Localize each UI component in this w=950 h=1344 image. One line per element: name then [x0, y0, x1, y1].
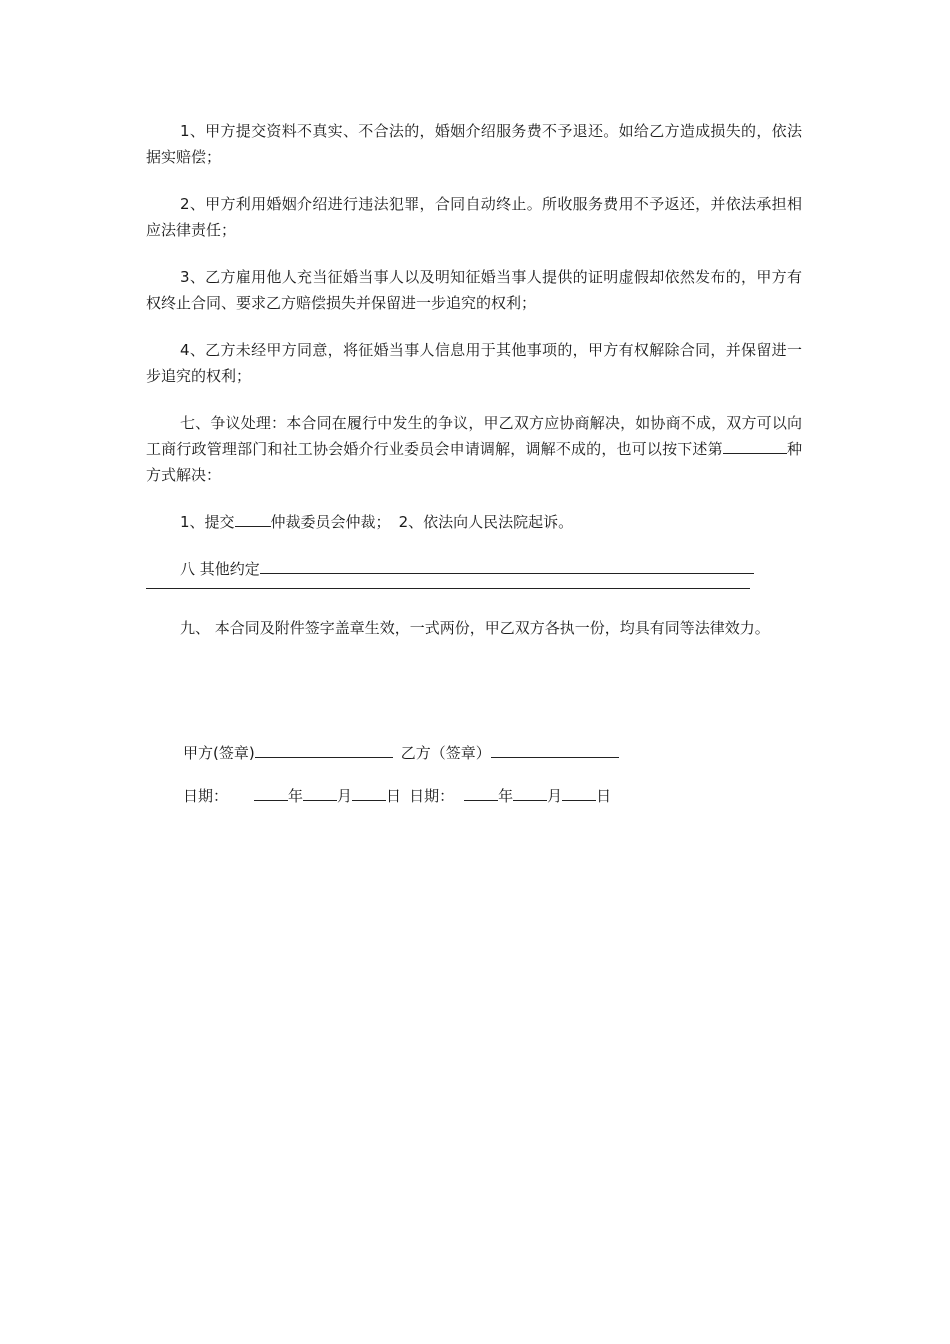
party-a-signature-label: 甲方(签章)	[183, 744, 255, 762]
signature-row	[183, 740, 619, 766]
party-b-date-label: 日期：	[409, 787, 455, 805]
clause-number: 4、	[180, 341, 206, 359]
party-a-year-blank[interactable]	[254, 784, 288, 801]
section-7-tail: 种方式解决：	[146, 440, 802, 484]
party-b-signature-blank[interactable]	[491, 741, 619, 758]
date-row	[183, 783, 619, 809]
other-terms-blank-2[interactable]	[146, 588, 750, 589]
section-8-other-terms	[146, 556, 802, 582]
signature-block	[183, 740, 619, 826]
year-label: 年	[498, 787, 514, 805]
section-7-text: 七、争议处理：本合同在履行中发生的争议，甲乙双方应协商解决，如协商不成，双方可以向工商行政管理部门和社工协会婚介行业委员会申请调解，调解不成的，也可以按下述第	[146, 414, 802, 458]
clause-text: 乙方雇用他人充当征婚当事人以及明知征婚当事人提供的证明虚假却依然发布的，甲方有权终止合同、要求乙方赔偿损失并保留进一步追究的权利；	[146, 268, 802, 312]
clause-3	[146, 264, 802, 316]
clause-text: 甲方提交资料不真实、不合法的，婚姻介绍服务费不予退还。如给乙方造成损失的，依法据实赔偿；	[146, 122, 802, 166]
party-b-day-blank[interactable]	[562, 784, 596, 801]
clause-4	[146, 337, 802, 389]
section-9-effect	[146, 615, 802, 641]
party-a-day-blank[interactable]	[352, 784, 386, 801]
clause-1	[146, 118, 802, 170]
clause-2	[146, 191, 802, 243]
party-b-month-blank[interactable]	[513, 784, 547, 801]
document-body	[146, 118, 802, 662]
arbitration-committee-blank[interactable]	[235, 510, 271, 527]
party-a-signature-blank[interactable]	[255, 741, 393, 758]
option-1-prefix: 1、提交	[180, 513, 235, 531]
clause-number: 3、	[180, 268, 206, 286]
option-2: 2、依法向人民法院起诉。	[398, 513, 574, 531]
other-terms-blank-1[interactable]	[260, 557, 754, 574]
year-label: 年	[288, 787, 304, 805]
month-label: 月	[547, 787, 563, 805]
day-label: 日	[386, 787, 402, 805]
section-7-dispute	[146, 410, 802, 488]
clause-number: 1、	[180, 122, 206, 140]
month-label: 月	[337, 787, 353, 805]
dispute-method-blank[interactable]	[723, 437, 787, 454]
clause-text: 甲方利用婚姻介绍进行违法犯罪，合同自动终止。所收服务费用不予返还，并依法承担相应法律责任；	[146, 195, 802, 239]
day-label: 日	[596, 787, 612, 805]
party-a-month-blank[interactable]	[303, 784, 337, 801]
clause-number: 2、	[180, 195, 206, 213]
section-8-label: 八 其他约定	[180, 560, 260, 578]
section-9-text: 九、 本合同及附件签字盖章生效，一式两份，甲乙双方各执一份，均具有同等法律效力。	[180, 619, 770, 637]
section-7-options	[146, 509, 802, 535]
party-a-date-label: 日期：	[183, 787, 229, 805]
option-1-suffix: 仲裁委员会仲裁；	[270, 513, 391, 531]
party-b-year-blank[interactable]	[464, 784, 498, 801]
party-b-signature-label: 乙方（签章）	[400, 744, 491, 762]
clause-text: 乙方未经甲方同意，将征婚当事人信息用于其他事项的，甲方有权解除合同，并保留进一步追究的权利；	[146, 341, 802, 385]
